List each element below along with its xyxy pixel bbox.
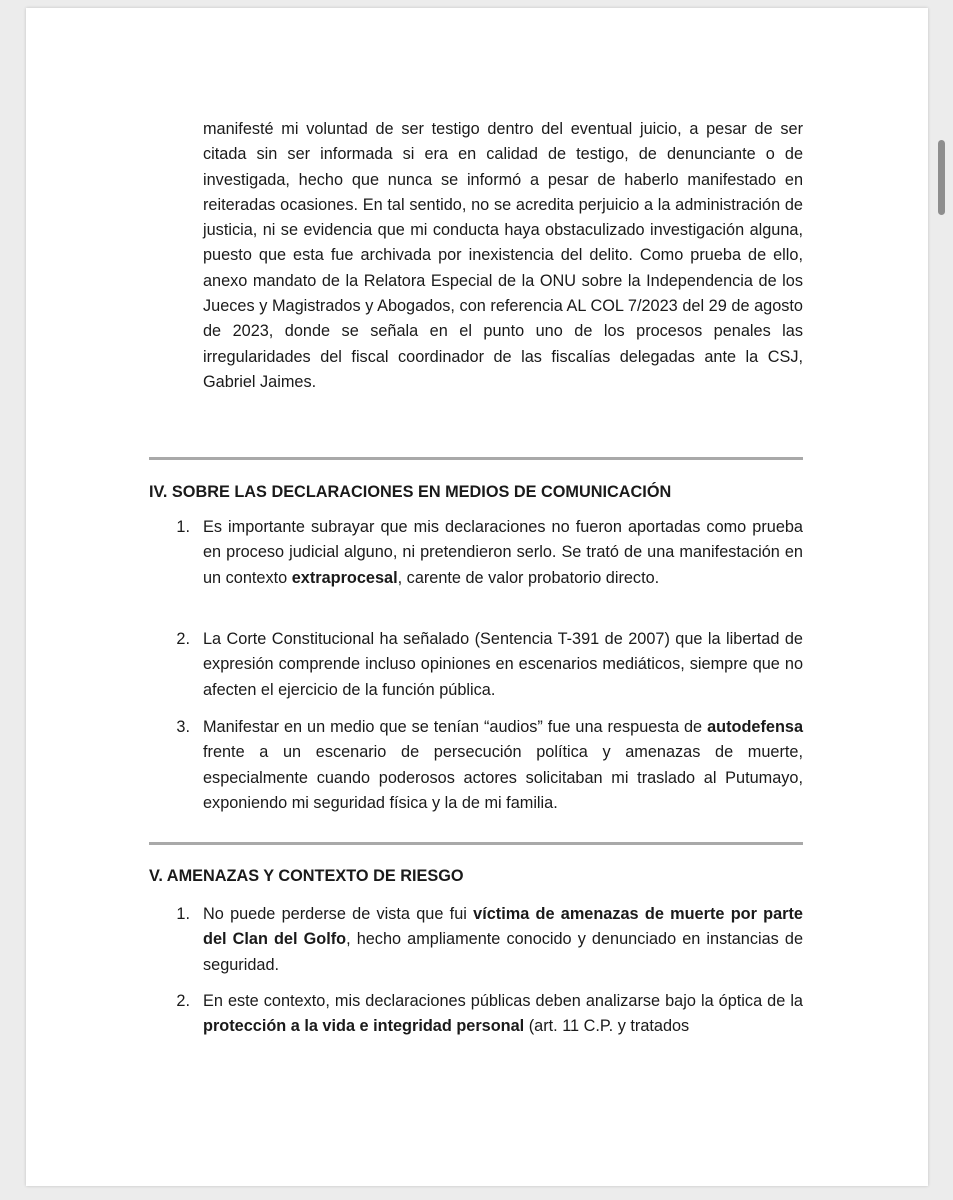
section-divider (149, 457, 803, 460)
list-item-text: Manifestar en un medio que se tenían “audios” fue una respuesta de autodefensa frente a un escenario de persecución política y amenazas de muerte, especialmente cuando poderosos actores solicitaban mi traslado al Putumayo, exponiendo mi seguridad física y la de mi familia. (203, 718, 803, 812)
list-item-text: Es importante subrayar que mis declaraciones no fueron aportadas como prueba en proceso judicial alguno, ni pretendieron serlo. Se trató de una manifestación en un contexto extraprocesal, carente de valor probatorio directo. (203, 518, 803, 587)
section-heading-iv: IV. SOBRE LAS DECLARACIONES EN MEDIOS DE COMUNICACIÓN (149, 483, 672, 501)
list-item-text: La Corte Constitucional ha señalado (Sentencia T-391 de 2007) que la libertad de expresión comprende incluso opiniones en escenarios mediáticos, siempre que no afecten el ejercicio de la función pública. (203, 630, 803, 699)
document-page (26, 8, 928, 1186)
vertical-scrollbar[interactable] (938, 140, 945, 215)
list-item (166, 989, 803, 1040)
list-item-number: 2. (176, 630, 190, 648)
list-item-text: En este contexto, mis declaraciones públicas deben analizarse bajo la óptica de la protección a la vida e integridad personal (art. 11 C.P. y tratados (203, 992, 803, 1036)
list-item (166, 627, 803, 703)
list-item-number: 1. (176, 905, 190, 923)
section-heading-v: V. AMENAZAS Y CONTEXTO DE RIESGO (149, 867, 464, 885)
list-item-text: No puede perderse de vista que fui víctima de amenazas de muerte por parte del Clan del Golfo, hecho ampliamente conocido y denunciado en instancias de seguridad. (203, 905, 803, 974)
list-item (166, 515, 803, 591)
list-item-number: 3. (176, 718, 190, 736)
list-item (166, 715, 803, 816)
intro-paragraph: manifesté mi voluntad de ser testigo dentro del eventual juicio, a pesar de ser citada sin ser informada si era en calidad de testigo, de denunciante o de investigada, hecho que nunca se informó a pesar de haberlo manifestado en reiteradas ocasiones. En tal sentido, no se acredita perjuicio a la administración de justicia, ni se evidencia que mi conducta haya obstaculizado investigación alguna, puesto que esta fue archivada por inexistencia del delito. Como prueba de ello, anexo mandato de la Relatora Especial de la ONU sobre la Independencia de los Jueces y Magistrados y Abogados, con referencia AL COL 7/2023 del 29 de agosto de 2023, donde se señala en el punto uno de los procesos penales las irregularidades del fiscal coordinador de las fiscalías delegadas ante la CSJ, Gabriel Jaimes. (203, 120, 803, 391)
list-item-number: 1. (176, 518, 190, 536)
list-item-number: 2. (176, 992, 190, 1010)
list-item (166, 902, 803, 978)
section-divider (149, 842, 803, 845)
